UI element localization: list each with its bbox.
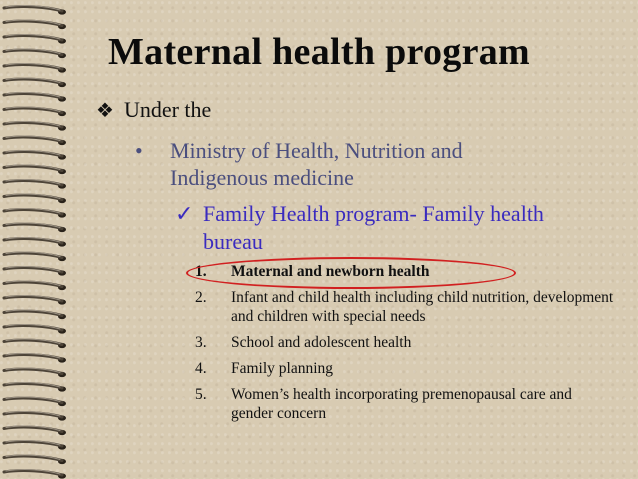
list-item-number: 2. xyxy=(195,289,207,306)
list-item-text: School and adolescent health xyxy=(231,334,412,351)
list-item-number: 1. xyxy=(195,263,207,280)
list-item xyxy=(195,333,615,352)
list-item-text: Women’s health incorporating premenopausal care and gender concern xyxy=(231,386,572,422)
list-item-text: Infant and child health including child nutrition, development and children with special needs xyxy=(231,289,614,325)
list-item-text: Family planning xyxy=(231,360,334,377)
slide-title: Maternal health program xyxy=(107,31,531,73)
list-item-number: 3. xyxy=(195,334,207,351)
list-item-text: Maternal and newborn health xyxy=(231,263,430,280)
check-bullet-icon: ✓ xyxy=(175,201,194,226)
list-item xyxy=(195,359,615,378)
diamond-bullet-icon: ❖ xyxy=(96,100,114,122)
round-bullet-icon: • xyxy=(135,138,143,163)
bullet-level2-text: Ministry of Health, Nutrition and Indigenous medicine xyxy=(170,138,463,190)
list-item xyxy=(195,385,615,423)
bullet-level1 xyxy=(96,97,211,123)
list-item-number: 4. xyxy=(195,360,207,377)
highlight-ellipse xyxy=(186,257,516,289)
bullet-level1-text: Under the xyxy=(123,97,212,122)
bullet-level3-text: Family Health program- Family health bureau xyxy=(203,201,544,254)
list-item-number: 5. xyxy=(195,386,207,403)
list-item xyxy=(195,288,615,326)
